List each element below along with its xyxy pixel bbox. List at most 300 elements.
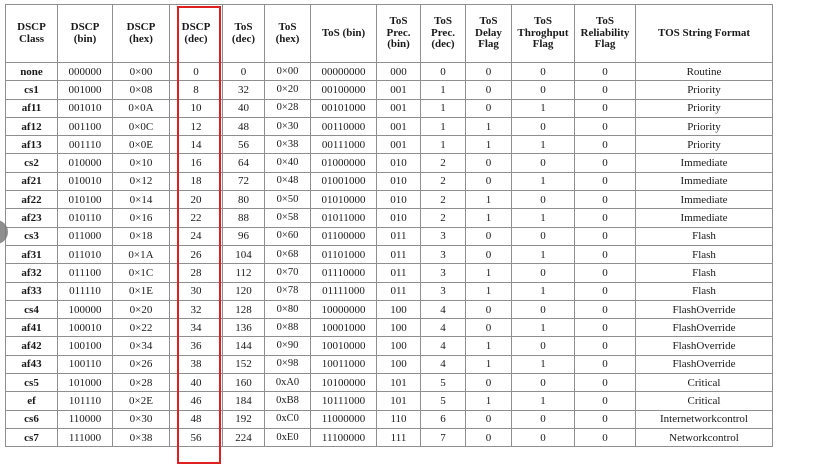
table-cell: 0×68 — [265, 245, 311, 263]
table-cell: 1 — [466, 337, 512, 355]
table-cell: 100 — [377, 355, 421, 373]
table-cell: 160 — [223, 374, 265, 392]
table-cell: 010100 — [58, 191, 113, 209]
column-header-line: ToS (bin) — [321, 26, 366, 39]
table-cell: 101 — [377, 392, 421, 410]
table-cell: 0 — [466, 172, 512, 190]
table-row — [6, 154, 773, 172]
dscp-tos-table — [5, 4, 773, 447]
table-cell: 1 — [466, 209, 512, 227]
column-header-line: Reliability — [580, 26, 630, 39]
table-cell: 3 — [421, 282, 466, 300]
table-cell: 6 — [421, 410, 466, 428]
table-cell: 8 — [170, 81, 223, 99]
table-cell: 01011000 — [311, 209, 377, 227]
table-cell: 100 — [377, 337, 421, 355]
table-cell: cs1 — [6, 81, 58, 99]
table-cell: 0×28 — [113, 374, 170, 392]
table-cell: 01000000 — [311, 154, 377, 172]
table-cell: 1 — [466, 264, 512, 282]
column-header-line: Delay — [475, 26, 502, 39]
column-header-line: TOS String Format — [657, 26, 751, 39]
column-header-line: Prec. — [386, 26, 411, 39]
table-cell: 0×1E — [113, 282, 170, 300]
column-header-line: ToS — [278, 21, 297, 33]
table-cell: 40 — [223, 99, 265, 117]
table-cell: 1 — [466, 355, 512, 373]
table-cell: 0×50 — [265, 191, 311, 209]
table-cell: 0xE0 — [265, 428, 311, 446]
table-cell: 0 — [575, 117, 636, 135]
table-cell: 36 — [170, 337, 223, 355]
table-cell: 1 — [421, 99, 466, 117]
table-cell: 100010 — [58, 319, 113, 337]
table-cell: 0×00 — [265, 63, 311, 81]
table-cell: Priority — [636, 81, 773, 99]
table-cell: 011 — [377, 264, 421, 282]
table-cell: 01001000 — [311, 172, 377, 190]
column-header-line: Flag — [478, 38, 499, 51]
column-header-line: DSCP — [17, 21, 46, 33]
table-cell: Immediate — [636, 191, 773, 209]
table-cell: 0 — [466, 428, 512, 446]
table-cell: 010 — [377, 191, 421, 209]
table-cell: 10100000 — [311, 374, 377, 392]
table-cell: af23 — [6, 209, 58, 227]
table-cell: 2 — [421, 191, 466, 209]
table-cell: 101 — [377, 374, 421, 392]
table-row — [6, 392, 773, 410]
column-header-line: ToS — [434, 15, 452, 28]
column-header — [6, 5, 58, 63]
table-cell: 0 — [466, 300, 512, 318]
table-cell: cs3 — [6, 227, 58, 245]
table-cell: Immediate — [636, 209, 773, 227]
table-cell: 1 — [466, 282, 512, 300]
table-cell: 0 — [575, 99, 636, 117]
table-cell: 0 — [575, 245, 636, 263]
table-cell: Routine — [636, 63, 773, 81]
table-cell: FlashOverride — [636, 337, 773, 355]
column-header-line: Class — [18, 32, 45, 45]
table-cell: 0 — [512, 81, 575, 99]
table-cell: 184 — [223, 392, 265, 410]
table-cell: 0 — [421, 63, 466, 81]
table-cell: 0×30 — [113, 410, 170, 428]
table-cell: Priority — [636, 117, 773, 135]
column-header — [377, 5, 421, 63]
table-cell: 0 — [575, 300, 636, 318]
column-header-line: (dec) — [184, 32, 208, 45]
table-row — [6, 374, 773, 392]
table-cell: 0×90 — [265, 337, 311, 355]
table-cell: 0×28 — [265, 99, 311, 117]
table-cell: 111000 — [58, 428, 113, 446]
table-cell: 10111000 — [311, 392, 377, 410]
table-row — [6, 337, 773, 355]
table-cell: 4 — [421, 337, 466, 355]
table-cell: 011110 — [58, 282, 113, 300]
table-cell: 120 — [223, 282, 265, 300]
table-cell: 0 — [512, 154, 575, 172]
table-cell: 12 — [170, 117, 223, 135]
table-cell: FlashOverride — [636, 319, 773, 337]
table-cell: 01010000 — [311, 191, 377, 209]
table-cell: 001 — [377, 136, 421, 154]
table-header-row — [6, 5, 773, 63]
table-cell: 0 — [512, 374, 575, 392]
table-cell: 0 — [512, 337, 575, 355]
table-cell: 80 — [223, 191, 265, 209]
table-cell: 3 — [421, 264, 466, 282]
table-cell: 0 — [575, 374, 636, 392]
column-header-line: ToS — [596, 15, 614, 28]
table-cell: 0×38 — [265, 136, 311, 154]
table-row — [6, 300, 773, 318]
table-cell: 32 — [170, 300, 223, 318]
table-cell: 34 — [170, 319, 223, 337]
table-cell: af32 — [6, 264, 58, 282]
table-cell: 010 — [377, 154, 421, 172]
table-cell: 1 — [512, 172, 575, 190]
table-cell: 010 — [377, 209, 421, 227]
table-cell: af22 — [6, 191, 58, 209]
table-cell: 11100000 — [311, 428, 377, 446]
table-cell: 0xB8 — [265, 392, 311, 410]
table-cell: af12 — [6, 117, 58, 135]
table-cell: 000000 — [58, 63, 113, 81]
table-cell: 0 — [466, 227, 512, 245]
table-cell: 88 — [223, 209, 265, 227]
table-cell: 001 — [377, 117, 421, 135]
table-cell: Networkcontrol — [636, 428, 773, 446]
table-cell: 1 — [466, 191, 512, 209]
column-header — [58, 5, 113, 63]
table-cell: 2 — [421, 172, 466, 190]
table-cell: 0 — [512, 227, 575, 245]
table-cell: 5 — [421, 392, 466, 410]
column-header — [421, 5, 466, 63]
table-cell: af41 — [6, 319, 58, 337]
table-cell: 0 — [575, 154, 636, 172]
table-row — [6, 319, 773, 337]
table-body — [6, 63, 773, 447]
table-cell: 001000 — [58, 81, 113, 99]
column-header — [265, 5, 311, 63]
table-cell: 10010000 — [311, 337, 377, 355]
table-cell: 144 — [223, 337, 265, 355]
table-cell: af11 — [6, 99, 58, 117]
table-cell: 136 — [223, 319, 265, 337]
table-cell: 1 — [512, 392, 575, 410]
table-cell: 4 — [421, 319, 466, 337]
table-cell: af13 — [6, 136, 58, 154]
dscp-tos-table-container — [5, 4, 773, 447]
table-cell: 20 — [170, 191, 223, 209]
table-cell: 5 — [421, 374, 466, 392]
table-cell: 1 — [512, 245, 575, 263]
table-cell: 56 — [170, 428, 223, 446]
table-cell: none — [6, 63, 58, 81]
table-cell: 30 — [170, 282, 223, 300]
table-cell: 0 — [466, 410, 512, 428]
table-cell: 001010 — [58, 99, 113, 117]
table-cell: 0 — [466, 63, 512, 81]
column-header-line: Throghput — [517, 26, 569, 39]
table-cell: 010 — [377, 172, 421, 190]
table-cell: 100000 — [58, 300, 113, 318]
table-cell: 1 — [512, 136, 575, 154]
table-cell: 0 — [575, 282, 636, 300]
table-cell: cs2 — [6, 154, 58, 172]
table-cell: 1 — [421, 136, 466, 154]
table-cell: ef — [6, 392, 58, 410]
table-cell: 72 — [223, 172, 265, 190]
table-cell: 0 — [575, 81, 636, 99]
table-row — [6, 136, 773, 154]
table-cell: 0 — [575, 410, 636, 428]
table-cell: 0 — [512, 117, 575, 135]
table-cell: af31 — [6, 245, 58, 263]
table-cell: 4 — [421, 355, 466, 373]
table-cell: Critical — [636, 392, 773, 410]
table-cell: 110000 — [58, 410, 113, 428]
table-cell: 011010 — [58, 245, 113, 263]
table-cell: 0×16 — [113, 209, 170, 227]
table-cell: 011 — [377, 245, 421, 263]
table-cell: 0×34 — [113, 337, 170, 355]
table-cell: 0 — [466, 99, 512, 117]
table-cell: af21 — [6, 172, 58, 190]
table-row — [6, 99, 773, 117]
table-cell: 10011000 — [311, 355, 377, 373]
table-cell: 0×80 — [265, 300, 311, 318]
table-cell: 0 — [575, 63, 636, 81]
table-cell: 1 — [466, 392, 512, 410]
table-row — [6, 264, 773, 282]
table-cell: 0×10 — [113, 154, 170, 172]
table-cell: 0 — [512, 300, 575, 318]
table-cell: 1 — [512, 355, 575, 373]
table-cell: 0 — [466, 81, 512, 99]
table-cell: 011000 — [58, 227, 113, 245]
table-cell: 38 — [170, 355, 223, 373]
table-cell: 128 — [223, 300, 265, 318]
table-cell: 192 — [223, 410, 265, 428]
table-cell: 40 — [170, 374, 223, 392]
table-cell: 0×40 — [265, 154, 311, 172]
table-cell: 56 — [223, 136, 265, 154]
column-header-line: ToS — [389, 15, 408, 28]
table-cell: 0×00 — [113, 63, 170, 81]
table-cell: 0×0C — [113, 117, 170, 135]
table-cell: 00111000 — [311, 136, 377, 154]
table-cell: 0xA0 — [265, 374, 311, 392]
table-cell: 0 — [575, 337, 636, 355]
table-row — [6, 428, 773, 446]
table-cell: 0×20 — [265, 81, 311, 99]
table-cell: 0×78 — [265, 282, 311, 300]
table-cell: 0×20 — [113, 300, 170, 318]
column-header-line: (hex) — [275, 32, 300, 45]
table-cell: 01110000 — [311, 264, 377, 282]
table-row — [6, 117, 773, 135]
table-cell: 011100 — [58, 264, 113, 282]
table-cell: 0×0A — [113, 99, 170, 117]
column-header-line: (hex) — [129, 32, 153, 45]
table-cell: 2 — [421, 209, 466, 227]
table-cell: 0 — [512, 410, 575, 428]
table-cell: 1 — [466, 117, 512, 135]
table-cell: FlashOverride — [636, 355, 773, 373]
table-cell: 100 — [377, 319, 421, 337]
table-cell: 32 — [223, 81, 265, 99]
column-header — [466, 5, 512, 63]
table-row — [6, 63, 773, 81]
table-cell: 01100000 — [311, 227, 377, 245]
table-cell: 0 — [223, 63, 265, 81]
table-cell: cs7 — [6, 428, 58, 446]
table-cell: cs5 — [6, 374, 58, 392]
table-cell: 100110 — [58, 355, 113, 373]
table-cell: Immediate — [636, 172, 773, 190]
table-cell: 0 — [575, 428, 636, 446]
table-cell: 000 — [377, 63, 421, 81]
table-cell: 1 — [512, 282, 575, 300]
table-cell: 100 — [377, 300, 421, 318]
table-cell: 01111000 — [311, 282, 377, 300]
table-cell: 7 — [421, 428, 466, 446]
table-cell: 0×48 — [265, 172, 311, 190]
table-cell: 0×70 — [265, 264, 311, 282]
table-cell: 0 — [512, 191, 575, 209]
table-cell: 010110 — [58, 209, 113, 227]
table-cell: Priority — [636, 99, 773, 117]
table-cell: 0×98 — [265, 355, 311, 373]
table-cell: 0×38 — [113, 428, 170, 446]
column-header-line: DSCP — [70, 21, 100, 33]
column-header — [311, 5, 377, 63]
table-cell: cs6 — [6, 410, 58, 428]
table-cell: 0 — [575, 209, 636, 227]
table-cell: 22 — [170, 209, 223, 227]
table-cell: 3 — [421, 245, 466, 263]
column-header — [223, 5, 265, 63]
table-cell: 10000000 — [311, 300, 377, 318]
table-cell: 001 — [377, 81, 421, 99]
table-cell: 110 — [377, 410, 421, 428]
table-cell: 0 — [575, 319, 636, 337]
column-header-line: ToS — [234, 21, 253, 33]
table-cell: 24 — [170, 227, 223, 245]
table-cell: 1 — [466, 136, 512, 154]
table-row — [6, 355, 773, 373]
table-cell: 2 — [421, 154, 466, 172]
table-cell: 11000000 — [311, 410, 377, 428]
table-cell: 28 — [170, 264, 223, 282]
column-header-line: (dec) — [431, 38, 455, 51]
table-cell: 64 — [223, 154, 265, 172]
column-header-line: Flag — [532, 38, 554, 51]
table-cell: 0 — [575, 136, 636, 154]
table-cell: 16 — [170, 154, 223, 172]
table-cell: 0 — [575, 264, 636, 282]
table-cell: 0×12 — [113, 172, 170, 190]
table-cell: 0×30 — [265, 117, 311, 135]
table-cell: 00101000 — [311, 99, 377, 117]
table-cell: 0 — [466, 319, 512, 337]
table-cell: 00110000 — [311, 117, 377, 135]
table-cell: 0 — [466, 245, 512, 263]
column-header-line: Flag — [594, 38, 616, 51]
table-cell: 10001000 — [311, 319, 377, 337]
table-cell: Flash — [636, 264, 773, 282]
table-row — [6, 209, 773, 227]
table-cell: 224 — [223, 428, 265, 446]
table-cell: 0×88 — [265, 319, 311, 337]
table-cell: 0 — [512, 428, 575, 446]
table-cell: Internetworkcontrol — [636, 410, 773, 428]
column-header-line: DSCP — [126, 21, 156, 33]
table-cell: 101110 — [58, 392, 113, 410]
table-cell: 48 — [223, 117, 265, 135]
column-header-line: ToS — [534, 15, 552, 28]
table-cell: 0×1C — [113, 264, 170, 282]
table-cell: 1 — [512, 99, 575, 117]
table-row — [6, 191, 773, 209]
table-cell: 0 — [170, 63, 223, 81]
table-cell: af42 — [6, 337, 58, 355]
table-cell: af33 — [6, 282, 58, 300]
table-cell: 0×18 — [113, 227, 170, 245]
table-cell: 111 — [377, 428, 421, 446]
table-cell: Priority — [636, 136, 773, 154]
table-row — [6, 172, 773, 190]
table-cell: 0 — [575, 172, 636, 190]
table-cell: 001 — [377, 99, 421, 117]
table-cell: 01101000 — [311, 245, 377, 263]
table-cell: 1 — [512, 209, 575, 227]
column-header-line: (bin) — [387, 38, 410, 51]
table-row — [6, 227, 773, 245]
column-header-line: DSCP — [181, 21, 211, 33]
table-cell: 0×58 — [265, 209, 311, 227]
table-cell: FlashOverride — [636, 300, 773, 318]
table-cell: 010000 — [58, 154, 113, 172]
table-cell: af43 — [6, 355, 58, 373]
table-cell: 4 — [421, 300, 466, 318]
table-cell: 0 — [575, 355, 636, 373]
table-cell: 0×1A — [113, 245, 170, 263]
table-cell: 011 — [377, 282, 421, 300]
table-cell: 0×60 — [265, 227, 311, 245]
column-header — [636, 5, 773, 63]
table-cell: 0 — [512, 63, 575, 81]
table-cell: 001100 — [58, 117, 113, 135]
table-cell: 0×08 — [113, 81, 170, 99]
table-cell: 0×22 — [113, 319, 170, 337]
table-cell: 1 — [421, 81, 466, 99]
table-cell: 112 — [223, 264, 265, 282]
table-cell: 26 — [170, 245, 223, 263]
table-cell: 011 — [377, 227, 421, 245]
table-cell: 100100 — [58, 337, 113, 355]
table-cell: 10 — [170, 99, 223, 117]
table-cell: 0×0E — [113, 136, 170, 154]
table-cell: Immediate — [636, 154, 773, 172]
table-cell: 1 — [512, 319, 575, 337]
table-cell: 00100000 — [311, 81, 377, 99]
